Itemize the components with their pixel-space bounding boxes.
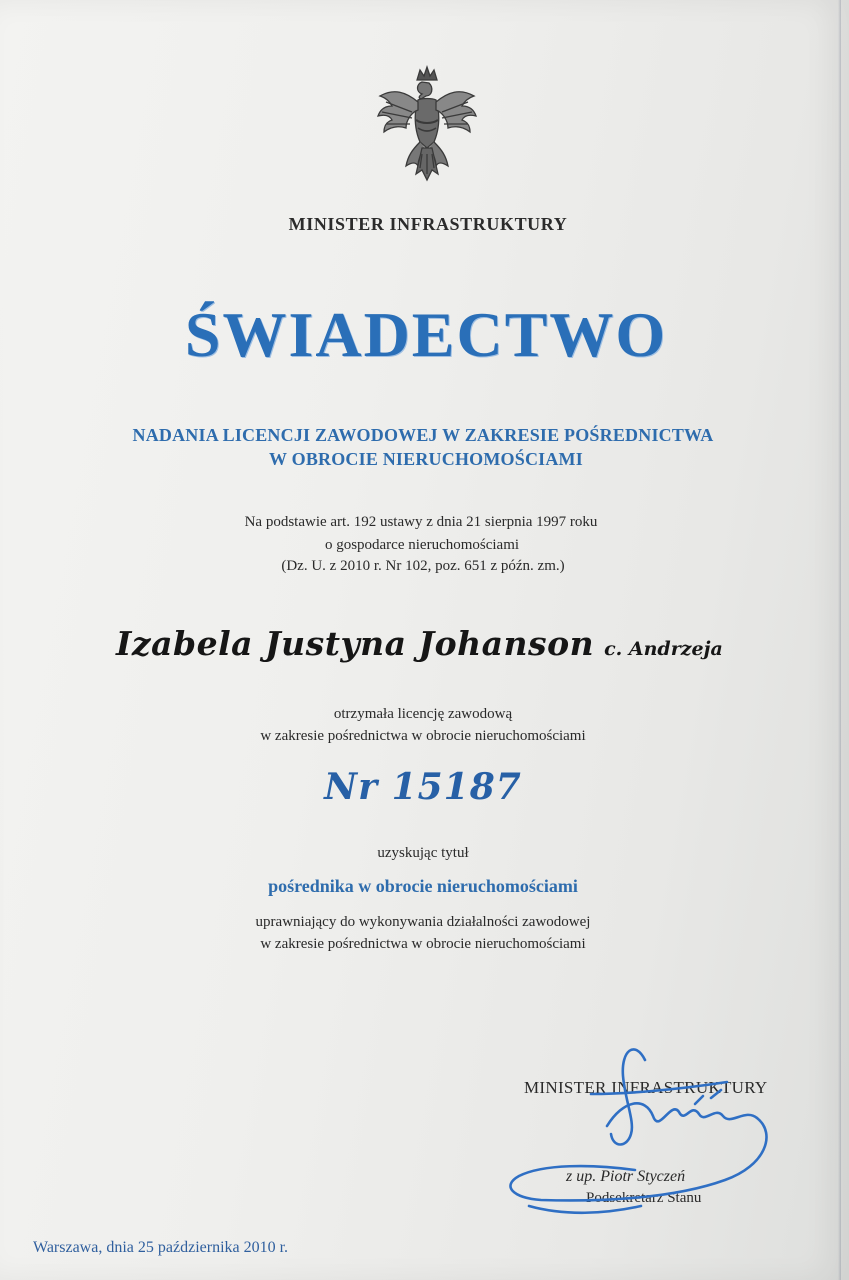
handwritten-signature (495, 1030, 795, 1230)
paper-edge (838, 0, 841, 1280)
certificate-subtitle-line2: W OBROCIE NIERUCHOMOŚCIAMI (269, 449, 583, 469)
license-line1: otrzymała licencję zawodową (333, 706, 513, 722)
certificate-subtitle-line1: NADANIA LICENCJI ZAWODOWEJ W ZAKRESIE POŚREDNICTWA (132, 425, 714, 445)
signature-office: MINISTER INFRASTRUKTURY (524, 1078, 768, 1097)
legal-basis-line3: (Dz. U. z 2010 r. Nr 102, poz. 651 z późn. zm.) (281, 558, 565, 574)
holder-full-name: Izabela Justyna Johanson (116, 624, 595, 663)
license-line2: w zakresie pośrednictwa w obrocie nieruchomościami (260, 728, 586, 744)
title-award-line1: uzyskując tytuł (377, 845, 469, 861)
title-award-line4: w zakresie pośrednictwa w obrocie nieruchomościami (260, 936, 586, 952)
certificate-title: ŚWIADECTWO (184, 299, 668, 370)
polish-eagle-emblem-icon (372, 62, 482, 190)
title-award-line3: uprawniający do wykonywania działalności zawodowej (255, 914, 591, 930)
legal-basis-line2: o gospodarce nieruchomościami (324, 537, 520, 553)
license-number: Nr 15187 (324, 766, 522, 808)
place-and-date: Warszawa, dnia 25 października 2010 r. (33, 1239, 289, 1256)
signatory-name: z up. Piotr Styczeń (566, 1168, 686, 1185)
professional-title: pośrednika w obrocie nieruchomościami (268, 876, 578, 896)
legal-basis-line1: Na podstawie art. 192 ustawy z dnia 21 sierpnia 1997 roku (244, 514, 598, 530)
holder-name-block (116, 624, 723, 663)
issuer-heading: MINISTER INFRASTRUKTURY (288, 214, 568, 234)
holder-father-name: c. Andrzeja (604, 638, 723, 660)
signatory-role: Podsekretarz Stanu (586, 1190, 702, 1206)
